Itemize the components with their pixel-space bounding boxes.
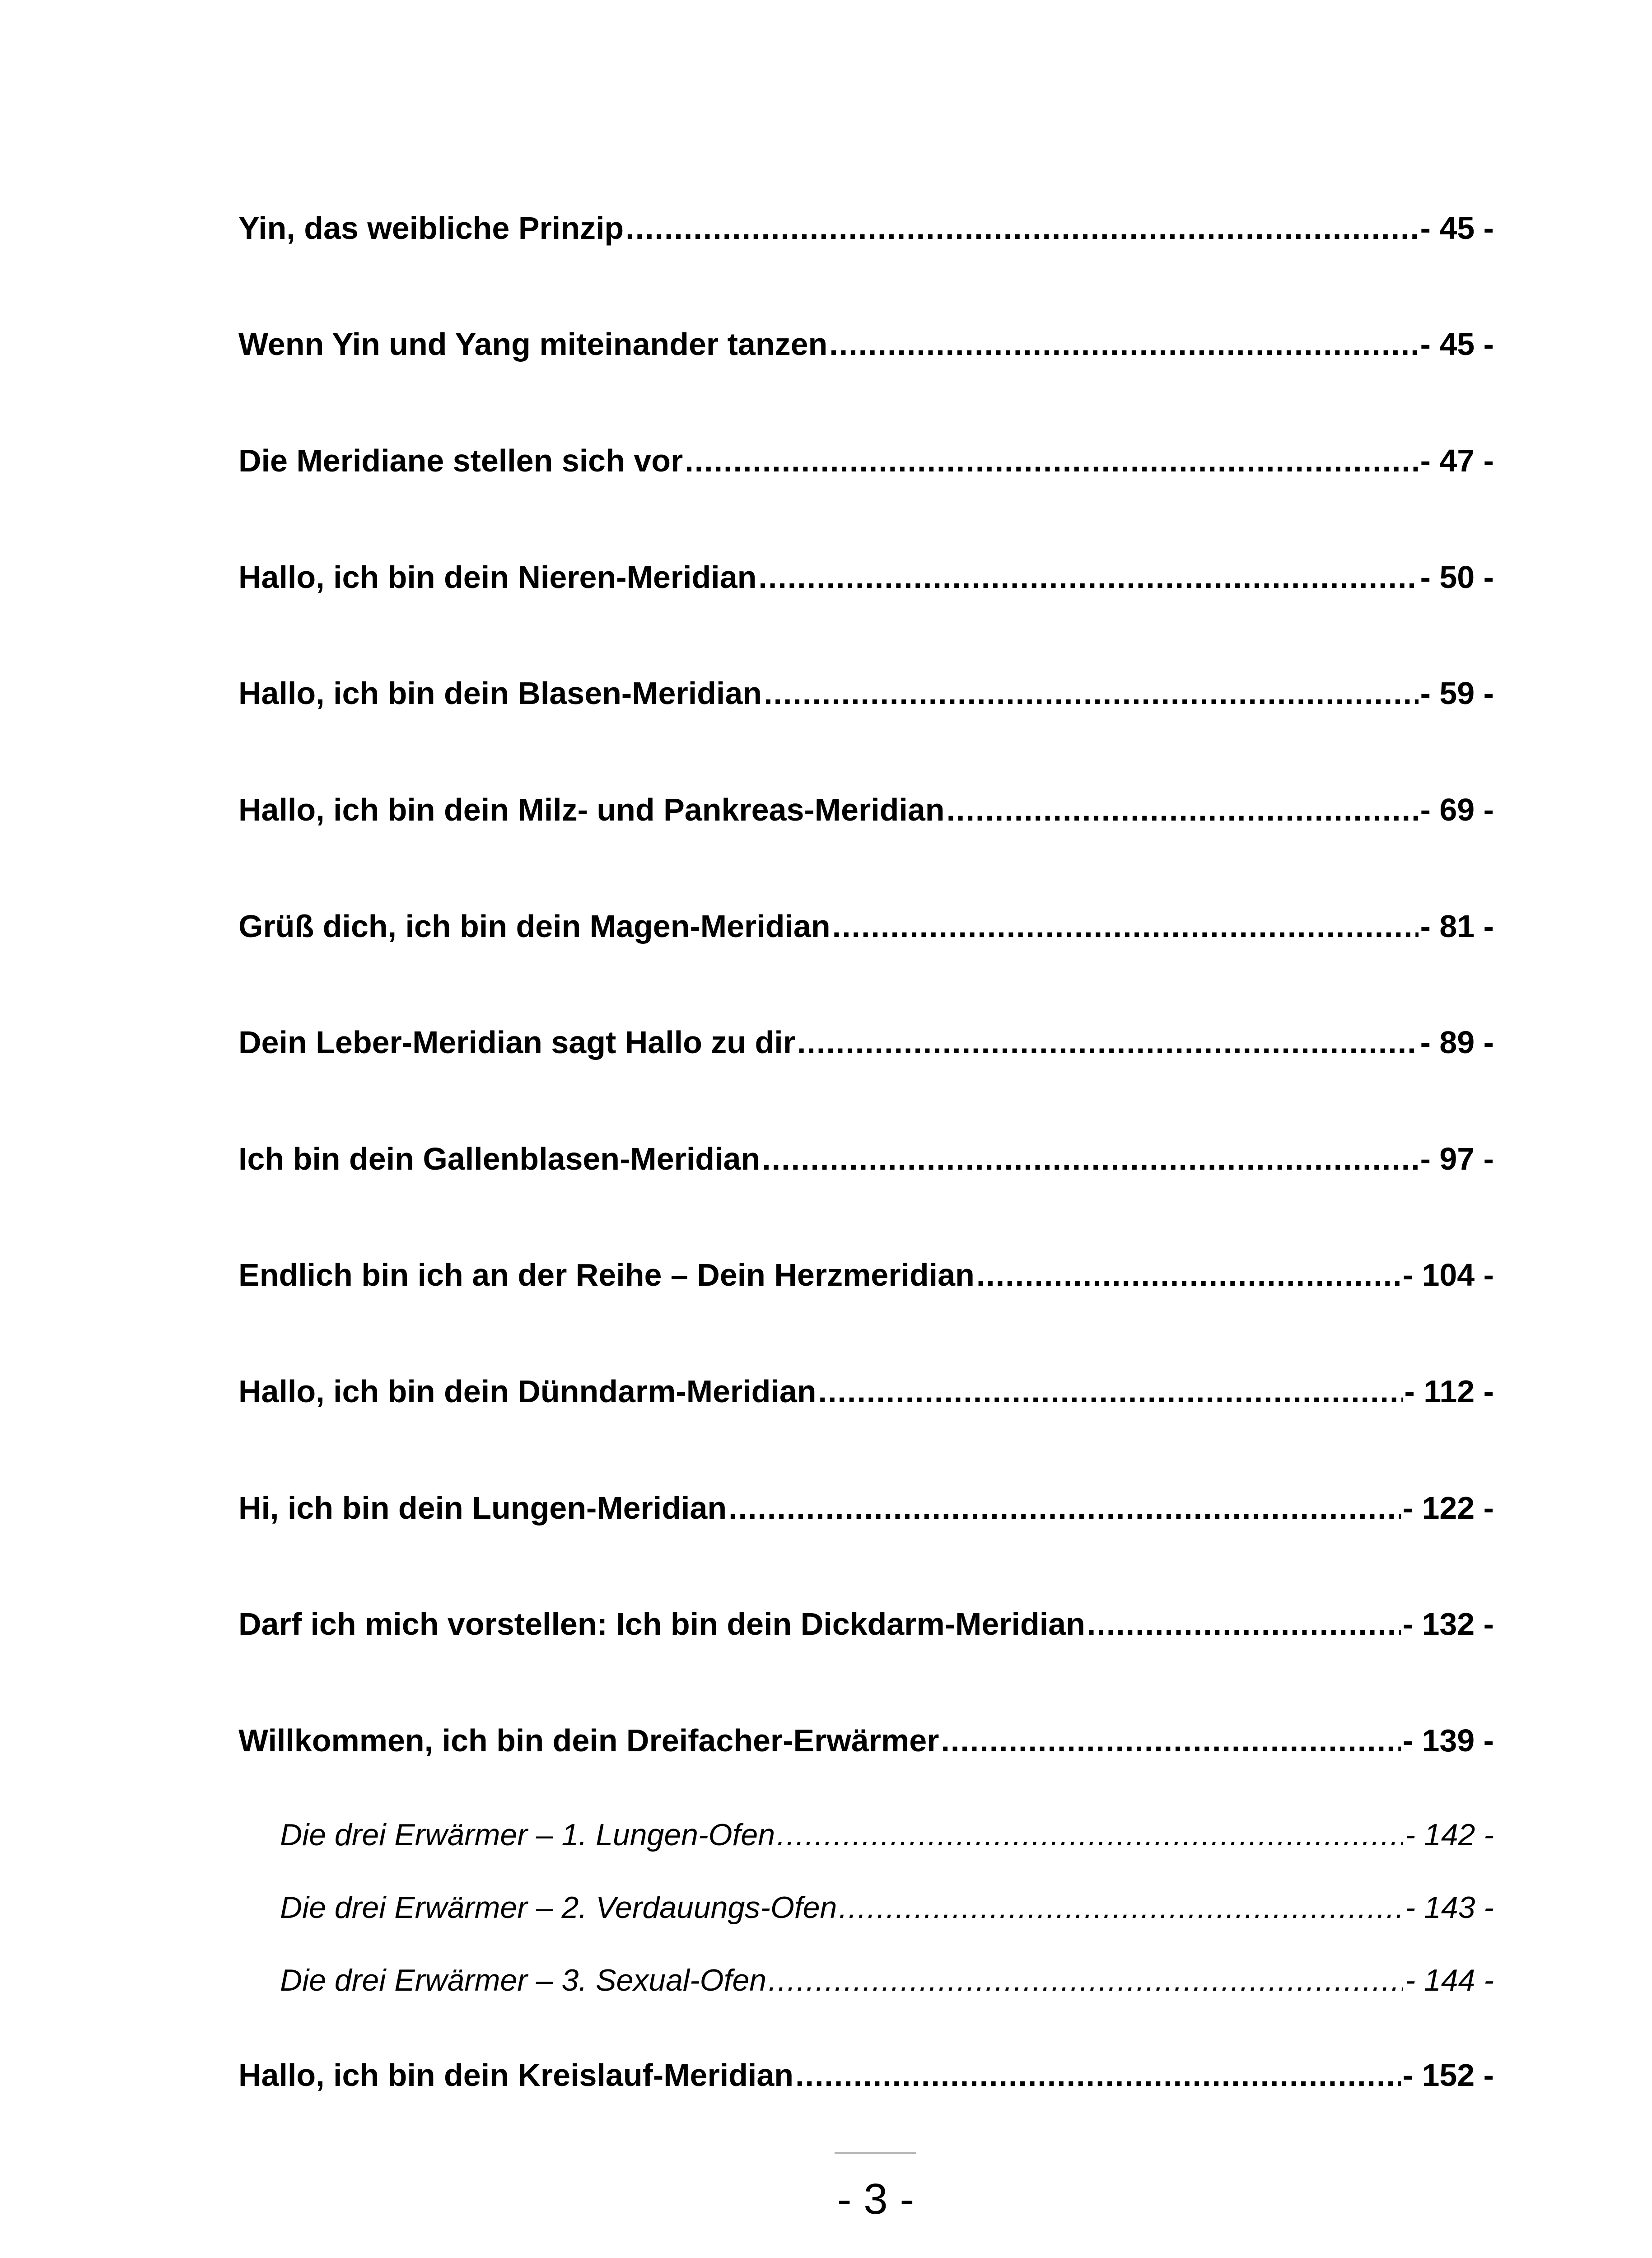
dot-leader: [762, 1138, 1418, 1179]
toc-entry-title: Endlich bin ich an der Reihe – Dein Herzmeridian: [238, 1257, 975, 1292]
dot-leader: [685, 440, 1418, 481]
toc-entry-title: Die Meridiane stellen sich vor: [238, 443, 683, 478]
toc-entry-page: - 59 -: [1420, 676, 1494, 711]
toc-entry[interactable]: [238, 324, 1494, 364]
toc-entry-page: - 45 -: [1420, 327, 1494, 362]
dot-leader: [768, 1960, 1403, 2001]
toc-entry-page: - 97 -: [1420, 1141, 1494, 1176]
toc-entry-title: Die drei Erwärmer – 1. Lungen-Ofen: [280, 1818, 775, 1852]
toc-subentry[interactable]: [280, 1815, 1494, 1855]
dot-leader: [795, 2055, 1401, 2095]
toc-entry-page: - 89 -: [1420, 1025, 1494, 1060]
toc-entry-title: Hallo, ich bin dein Blasen-Meridian: [238, 676, 762, 711]
toc-entry-page: - 139 -: [1402, 1723, 1494, 1758]
toc-entry-title: Yin, das weibliche Prinzip: [238, 210, 624, 246]
dot-leader: [777, 1815, 1403, 1855]
toc-subentry[interactable]: [280, 1887, 1494, 1928]
toc-entry-page: - 142 -: [1405, 1818, 1494, 1852]
toc-entry-page: - 122 -: [1402, 1490, 1494, 1526]
toc-entry[interactable]: [238, 906, 1494, 947]
page-number: - 3 -: [837, 2175, 915, 2223]
dot-leader: [976, 1255, 1401, 1295]
toc-entry[interactable]: [238, 208, 1494, 248]
toc-entry-title: Wenn Yin und Yang miteinander tanzen: [238, 327, 828, 362]
toc-entry-title: Die drei Erwärmer – 2. Verdauungs-Ofen: [280, 1890, 837, 1925]
toc-entry-page: - 104 -: [1402, 1257, 1494, 1292]
toc-entry-page: - 152 -: [1402, 2057, 1494, 2093]
toc-entry-title: Grüß dich, ich bin dein Magen-Meridian: [238, 909, 831, 944]
toc-entry-page: - 47 -: [1420, 443, 1494, 478]
dot-leader: [797, 1022, 1419, 1063]
toc-entry-title: Hallo, ich bin dein Kreislauf-Meridian: [238, 2057, 794, 2093]
toc-entry[interactable]: [238, 2055, 1494, 2095]
dot-leader: [1087, 1604, 1401, 1644]
dot-leader: [947, 789, 1419, 830]
toc-entry-title: Hallo, ich bin dein Milz- und Pankreas-Meridian: [238, 792, 945, 827]
toc-entry-title: Hi, ich bin dein Lungen-Meridian: [238, 1490, 727, 1526]
toc-entry[interactable]: [238, 1720, 1494, 1761]
toc-entry[interactable]: [238, 1022, 1494, 1063]
dot-leader: [764, 673, 1419, 714]
toc-entry-page: - 112 -: [1404, 1374, 1494, 1409]
toc-entry-title: Darf ich mich vorstellen: Ich bin dein Dickdarm-Meridian: [238, 1606, 1085, 1642]
toc-entry-title: Ich bin dein Gallenblasen-Meridian: [238, 1141, 761, 1176]
toc-entry-page: - 144 -: [1405, 1963, 1494, 1997]
toc-entry[interactable]: [238, 1604, 1494, 1644]
dot-leader: [758, 557, 1418, 597]
toc-entry[interactable]: [238, 789, 1494, 830]
dot-leader: [941, 1720, 1400, 1761]
toc-entry-page: - 69 -: [1420, 792, 1494, 827]
toc-entry-page: - 81 -: [1420, 909, 1494, 944]
toc-entry-page: - 45 -: [1420, 210, 1494, 246]
toc-entry[interactable]: [238, 1371, 1494, 1412]
toc-entry-page: - 143 -: [1405, 1890, 1494, 1925]
toc-entry[interactable]: [238, 1138, 1494, 1179]
toc-entry-title: Die drei Erwärmer – 3. Sexual-Ofen: [280, 1963, 767, 1997]
dot-leader: [832, 906, 1419, 947]
dot-leader: [625, 208, 1418, 248]
toc-entry[interactable]: [238, 440, 1494, 481]
table-of-contents: [238, 0, 1494, 2258]
toc-entry-title: Hallo, ich bin dein Dünndarm-Meridian: [238, 1374, 817, 1409]
toc-entry[interactable]: [238, 1255, 1494, 1295]
toc-entry[interactable]: [238, 1488, 1494, 1528]
toc-entry[interactable]: [238, 557, 1494, 597]
dot-leader: [839, 1887, 1403, 1928]
dot-leader: [818, 1371, 1403, 1412]
dot-leader: [728, 1488, 1401, 1528]
toc-entry-title: Hallo, ich bin dein Nieren-Meridian: [238, 560, 757, 595]
toc-entry-title: Willkommen, ich bin dein Dreifacher-Erwärmer: [238, 1723, 939, 1758]
footer-divider: [835, 2152, 916, 2154]
dot-leader: [829, 324, 1418, 364]
toc-subentry[interactable]: [280, 1960, 1494, 2001]
toc-entry-page: - 50 -: [1420, 560, 1494, 595]
toc-entry-page: - 132 -: [1402, 1606, 1494, 1642]
toc-entry-title: Dein Leber-Meridian sagt Hallo zu dir: [238, 1025, 795, 1060]
toc-entry[interactable]: [238, 673, 1494, 714]
